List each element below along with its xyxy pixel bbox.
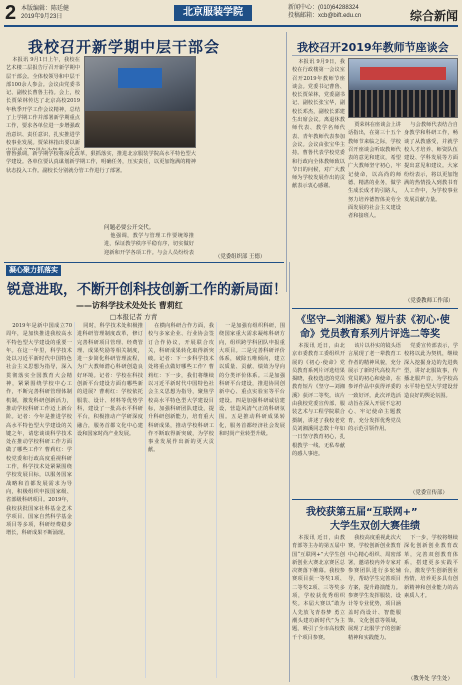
phone-line: 新闻中心：(010)64288324 [288, 5, 359, 11]
article1-body-col3 [198, 224, 282, 254]
article4-body-col2: 我校高度重视此次大赛，学校创新创业教育中心精心组织、周密部署，邀请校内外专家对参赛团队进行多轮辅导，帮助学生完善项目方案，提升路演能力。参赛学生发挥服装、设计等专业优势，项目涵盖时尚设计、智能服饰、文化创意等领域，展现了北服学子的创新精神和实践能力。 [348, 535, 401, 641]
article1-headline: 我校召开新学期中层干部会 [28, 38, 221, 56]
photo1-caption: 问题必要公开交代。 [104, 225, 155, 231]
feature-body-col3: 在横向科研合作方面，我校与多家企业、行业协会签订合作协议，开展联合攻关，科研成果转化取得新突破。记者：下一步科学技术处将重点做好哪些工作？曹莉红：下一步，我们将继续以习近平新时代中国特色社会主义思想为指导，聚焦学校高水平特色型大学建设目标，加强科研团队建设，提升科研创新能力，培育重大科研成果，推动学校科研工作不断取得新突破，为学校事业发展作出新的更大贡献。 [148, 323, 214, 454]
article1-signature: （党委组织部 王德） [215, 254, 266, 260]
feature-body-col4: 一是加强有组织科研，围绕国家重大需求凝练科研方向，组织跨学科团队申报重大项目。二是完善科研评价体系，破除五唯倾向，建立以质量、贡献、绩效为导向的分类评价体系。三是加强科研平台建设，推进协同创新中心、重点实验室等平台建设。四是加强科研诚信建设，营造风清气正的科研氛围。五是推动科研成果转化，服务首都经济社会发展和时尚产业转型升级。 [219, 323, 285, 437]
article2-body-col1: 本报讯 9月9日，我校在行政楼第一会议室召开2019年教师节座谈会。党委书记曹鲁、校长贾荣林，党委副书记、副校长张宝华，副校长邓杰，副校长郭建生出席会议。离退休教师代表、教学名师代表、青年教师代表参加会议。会议由张宝华主持。曹鲁代表学校党委和行政向全体教师致以节日的问候，对广大教师为学校发展作出的贡献表示衷心感谢。 [292, 59, 345, 190]
article4-body-col1: 本报讯 近日，由教育部等主办的第五届中国“互联网+”大学生创新创业大赛北京赛区总决赛落下帷幕。我校参赛项目获一等奖1项、二等奖2项、三等奖多项，学校获优秀组织奖。本届大赛以“敢为人先放飞青春梦 勇立潮头建功新时代”为主题，吸引了全市高校数千个项目参赛。 [292, 535, 345, 641]
section-name: 综合新闻 [409, 9, 458, 23]
article1-body-col1-continued: 曹鲁强调，新学期学校将深化改革，狠抓落实，推进北京服装学院高水平特色型大学建设。各单位要认真谋划新学期工作，明确任务，压实责任，以更加饱满的精神状态投入工作。副校长分别就分管工作进行了部署。 [6, 151, 196, 174]
article4-headline-line2: 大学生双创大赛佳绩 [330, 521, 420, 532]
article3-body-col2: 该片以朴实的镜头语言展现了老一辈教育工作者的精神风貌，充分展示了新时代高校共产党员的初心和使命，在参评作品中获得评委的一致好评。此次评选活动旨在深入开展不忘初心、牢记使命主题教育，充分发挥优秀党员的示范引领作用。 [348, 343, 401, 432]
masthead [4, 3, 458, 27]
article1-body-col1: 本报讯 9月1日上午，我校在艺术楼二层报告厅召开新学期中层干部会。全体校领导和中层干部100余人参会。会议由党委书记、副校长曹鲁主持。会上，校长贾荣林传达了北京高校2019年秋季开学工作会议精神，总结了上学期工作并部署新学期重点工作，要求各单位进一步增强政治意识、责任意识，扎实推进学校事业发展。贾荣林指出要以新 [6, 57, 80, 146]
editor-line: 本版编辑：陈廷健 [21, 6, 70, 12]
article2-body-col3: 与会教师代表结合自身教学和科研工作，畅谈了从教感受，并就学校人才培养、师资队伍建设、学科发展等方面提出意见和建议。大家纷纷表示，将以更加饱满的热情投入到教书育人工作中，为学校事业发展贡献力量。 [404, 122, 458, 203]
masthead-meta [21, 5, 69, 21]
teachers-day-photo [348, 58, 458, 118]
article2-headline: 我校召开2019年教师节座谈会 [297, 41, 449, 54]
article4-signature: （教务处 学生处） [408, 676, 453, 682]
article3-body-col1: 本报讯 近日，由北京市委教育工委组织开展的《初心·使命》党员教育系列片评选结果揭晓，我校选送的党员教育短片《坚守—刘湘溪》获评二等奖。该片由我校党委宣传部、服装艺术与工程学院联合摄制，讲述了我校老党员刘湘溪同志数十年如一日坚守教育初心，扎根教学一线、无私奉献的感人事迹。 [292, 343, 345, 457]
feature-body-col2: 同时，科学技术处积极推进科研管理制度改革，修订完善科研项目管理、经费管理、成果奖励等相关制度，进一步简化科研管理流程，为广大教师潜心科研创造良好环境。记者：学校在科技创新平台建设方面有哪些新的进展？曹莉红：学校依托服装、设计、材料等优势学科，建设了一批高水平科研平台，积极推动产学研深度融合，服务首都文化中心建设和国家时尚产业发展。 [77, 323, 143, 437]
newspaper-logo: 北京服装学院 [174, 5, 252, 21]
feature-badge: 凝心聚力抓落实 [6, 265, 61, 276]
feature-body-col1: 2019年是新中国成立70周年，是加快推进我校高水平特色型大学建设的重要一年。在这一年里，科学技术处以习近平新时代中国特色社会主义思想为指导，深入贯彻落实全国教育大会精神，紧紧围绕学校中心工作，不断完善科研管理体制机制，激发科研创新活力，推动学校科研工作迈上新台阶。记者：今年是推进学校高水平特色型大学建设的关键之年，请您谈谈科学技术处在推动学校科研工作方面做了哪些工作？曹莉红：学校党委和行政高度重视科研工作，科学技术处紧紧围绕学校发展目标，以服务国家战略和首都发展需求为导向，积极组织申报国家级、省部级科研项目。2019年，我校获批国家社科基金艺术学项目、国家自然科学基金项目等多项，科研经费稳步增长，科研成果不断涌现。 [6, 323, 72, 537]
meeting-photo [84, 56, 196, 148]
article3-body-col3: 党委宣传部表示，学校将以此为契机，继续深入挖掘身边的先进典型，讲好北服故事，传播北服声音，为学校高水平特色型大学建设营造良好的舆论氛围。 [404, 343, 458, 399]
article2-signature: （党委教师工作部） [405, 298, 454, 304]
feature-top-rule [4, 262, 284, 263]
article4-body-col3: 下一步，学校将继续深化创新创业教育改革，完善双创教育体系，搭建更多实践平台，激发学生创新创业热情，培养更多具有创新精神和创业能力的高素质人才。 [404, 535, 458, 600]
email-line: 投稿邮箱：xcb@bift.edu.cn [288, 12, 362, 19]
article3-headline-line1: 《坚守—刘湘溪》短片获《初心·使 [296, 315, 450, 326]
masthead-contact [288, 5, 361, 20]
article2-body-col2: 贾荣林在座谈会上讲话指出，在第三十五个教师节来临之际，学校召开座谈会听取教师代表的意见和建议，希望广大教师坚守初心，牢记使命，以高尚的师德、精湛的业务，做学生成长成才的引路人，努力培养德智体美劳全面发展的社会主义建设者和接班人。 [348, 122, 401, 220]
article3-headline-line2: 命》党员教育系列片评选二等奖 [300, 329, 440, 340]
masthead-rule [4, 25, 458, 27]
feature-subheadline: ——访科学技术处处长 曹莉红 [76, 301, 183, 310]
page-number: 2 [5, 2, 17, 24]
feature-byline: □本报记者 方青 [110, 313, 158, 321]
feature-headline: 锐意进取，不断开创科技创新工作的新局面！ [7, 282, 287, 298]
right-column-divider [289, 262, 290, 682]
article1-body-col2: 他强调，教学与管理工作要统筹推进，保证教学秩序平稳有序，切实做好迎新和开学各项工作。与会人员纷纷表 [104, 233, 194, 256]
date-line: 2019年9月23日 [21, 14, 63, 20]
article2-body-col1-tail [292, 226, 345, 298]
article1-body-col1-tail [6, 224, 100, 240]
column-divider [286, 32, 287, 292]
article3-signature: （党委宣传部） [410, 490, 448, 496]
article4-headline-line1: 我校获第五届“互联网+” [306, 507, 418, 518]
